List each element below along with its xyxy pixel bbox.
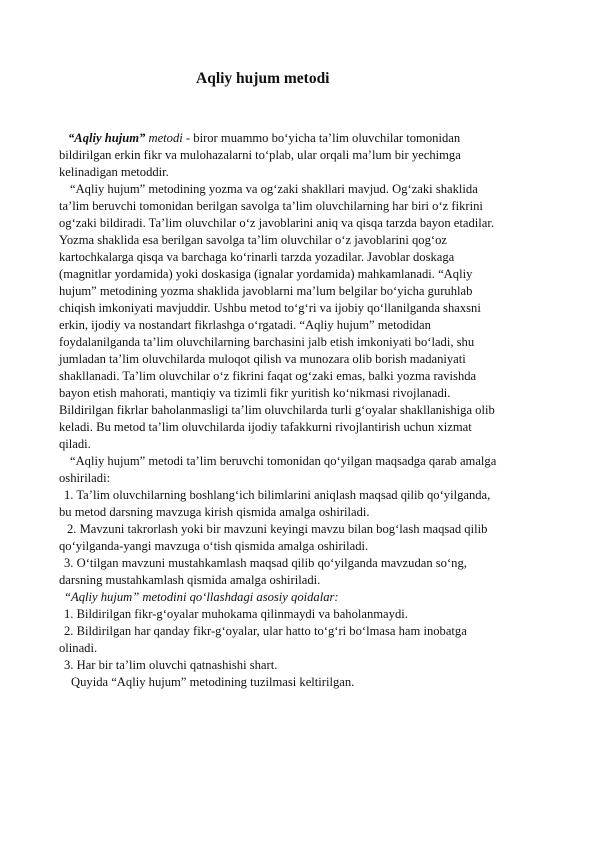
para2-line: jumladan ta’lim oluvchilarda muloqot qilish va munozara olib borish madaniyati bbox=[59, 352, 466, 366]
intro-line-1-rest: - biror muammo bo‘yicha ta’lim oluvchilar tomonidan bbox=[182, 131, 461, 145]
step-line: 2. Mavzuni takrorlash yoki bir mavzuni keyingi mavzu bilan bog‘lash maqsad qilib bbox=[67, 522, 488, 536]
para2-line: bayon etish mahorati, mantiqiy va tizimli fikr yuritish ko‘nikmasi rivojlanadi. bbox=[59, 386, 451, 400]
para2-line: hujum” metodining yozma shaklida javoblarni ma’lum belgilar bo‘yicha guruhlab bbox=[59, 284, 473, 298]
rule-line: olinadi. bbox=[59, 641, 98, 655]
para2-line: Bildirilgan fikrlar baholanmasligi ta’lim oluvchilarda turli g‘oyalar shakllanishiga olib bbox=[59, 403, 495, 417]
intro-line-2: bildirilgan erkin fikr va mulohazalarni to‘plab, ular orqali ma’lum bir yechimga bbox=[59, 148, 461, 162]
intro-term: “Aqliy hujum” bbox=[68, 131, 146, 145]
step-line: darsning mustahkamlash qismida amalga oshiriladi. bbox=[59, 573, 321, 587]
para2-line: “Aqliy hujum” metodining yozma va og‘zaki shakllari mavjud. Og‘zaki shaklida bbox=[70, 182, 478, 196]
para2-line: foydalanilganda ta’lim oluvchilarning barchasini jalb etish imkoniyati bo‘ladi, shu bbox=[59, 335, 475, 349]
document-title: Aqliy hujum metodi bbox=[196, 70, 330, 87]
para2-line: keladi. Bu metod ta’lim oluvchilarda ijodiy tafakkurni rivojlantirish uchun xizmat bbox=[59, 420, 472, 434]
rule-line: 2. Bildirilgan har qanday fikr-g‘oyalar, ular hatto to‘g‘ri bo‘lmasa ham inobatga bbox=[64, 624, 467, 638]
rules-heading: “Aqliy hujum” metodini qo‘llashdagi asosiy qoidalar: bbox=[64, 590, 339, 604]
para2-line: shakllanadi. Ta’lim oluvchilar o‘z fikrini faqat og‘zaki emas, balki yozma ravishda bbox=[59, 369, 477, 383]
step-line: 3. O‘tilgan mavzuni mustahkamlash maqsad qilib qo‘yilganda mavzudan so‘ng, bbox=[64, 556, 467, 570]
para2-line: chiqish imkoniyati mavjuddir. Ushbu metod to‘g‘ri va ijobiy qo‘llanilganda shaxsni bbox=[59, 301, 481, 315]
step-line: 1. Ta’lim oluvchilarning boshlang‘ich bilimlarini aniqlash maqsad qilib qo‘yilganda, bbox=[64, 488, 491, 502]
para2-line: ta’lim beruvchi tomonidan berilgan savolga ta’lim oluvchilarning har biri o‘z fikrini bbox=[59, 199, 483, 213]
para3-line: oshiriladi: bbox=[59, 471, 111, 485]
para2-line: (magnitlar yordamida) yoki doskasiga (ignalar yordamida) mahkamlanadi. “Aqliy bbox=[59, 267, 473, 281]
para2-line: kartochkalarga qisqa va barchaga ko‘rinarli tarzda yozadilar. Javoblar doskaga bbox=[59, 250, 455, 264]
step-line: bu metod darsning mavzuga kirish qismida amalga oshiriladi. bbox=[59, 505, 370, 519]
para2-line: qiladi. bbox=[59, 437, 91, 451]
para2-line: Yozma shaklida esa berilgan savolga ta’lim oluvchilar o‘z javoblarini qog‘oz bbox=[59, 233, 447, 247]
rule-line: 3. Har bir ta’lim oluvchi qatnashishi shart. bbox=[64, 658, 278, 672]
rule-line: 1. Bildirilgan fikr-g‘oyalar muhokama qilinmaydi va baholanmaydi. bbox=[64, 607, 408, 621]
intro-line-3: kelinadigan metoddir. bbox=[59, 165, 169, 179]
step-line: qo‘yilganda-yangi mavzuga o‘tish qismida amalga oshiriladi. bbox=[59, 539, 369, 553]
closing-line: Quyida “Aqliy hujum” metodining tuzilmasi keltirilgan. bbox=[71, 675, 355, 689]
intro-term-suffix: metodi bbox=[148, 131, 183, 145]
para2-line: og‘zaki bildiradi. Ta’lim oluvchilar o‘z javoblarini aniq va qisqa tarzda bayon etadilar. bbox=[59, 216, 494, 230]
para3-line: “Aqliy hujum” metodi ta’lim beruvchi tomonidan qo‘yilgan maqsadga qarab amalga bbox=[70, 454, 497, 468]
intro-line-1 bbox=[68, 130, 460, 147]
para2-line: erkin, ijodiy va nostandart fikrlashga o‘rgatadi. “Aqliy hujum” metodidan bbox=[59, 318, 431, 332]
